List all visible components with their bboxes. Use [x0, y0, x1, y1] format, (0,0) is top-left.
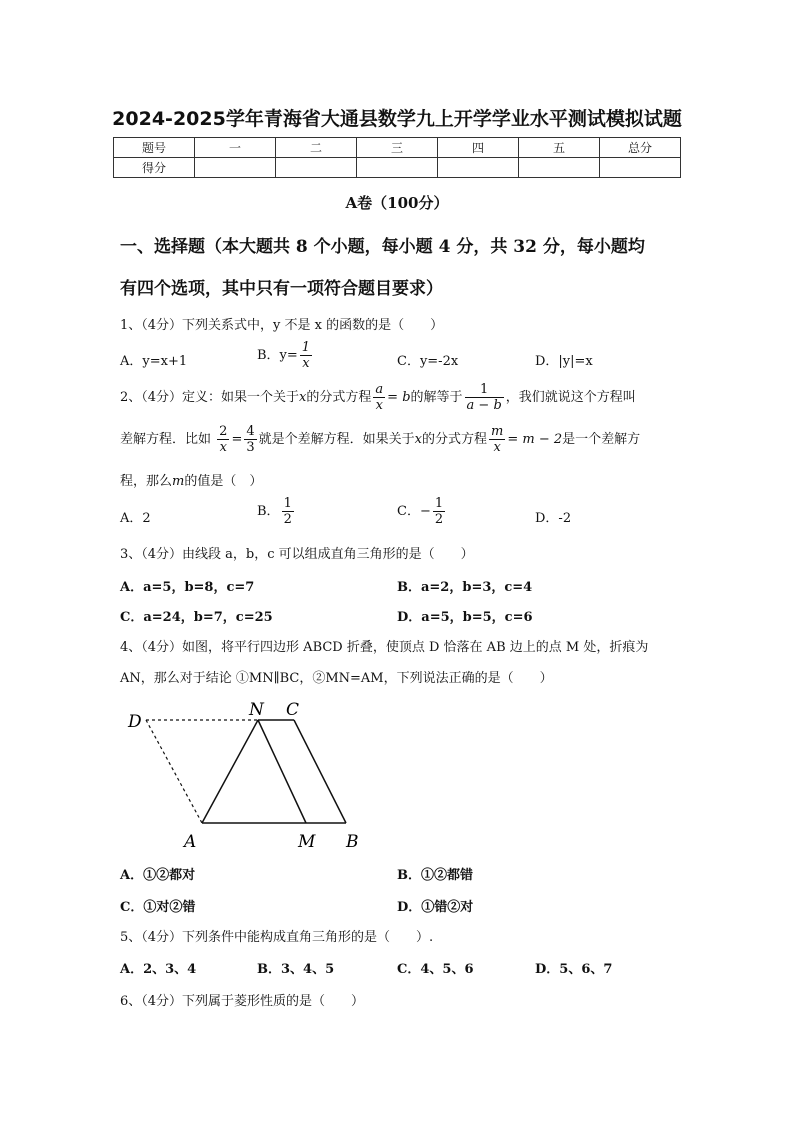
q2-var-m: m: [172, 474, 185, 489]
score-header-cell: 五: [519, 138, 600, 158]
q2-option-a: A．2: [120, 511, 151, 526]
q3-option-d: D．a=5，b=5，c=6: [397, 610, 533, 625]
section1-heading-line2: 有四个选项，其中只有一项符合题目要求）: [120, 279, 443, 299]
q5-option-c: C．4、5、6: [397, 962, 474, 977]
q3-stem: 3、（4分）由线段 a，b，c 可以组成直角三角形的是（ ）: [120, 547, 474, 562]
q5-option-a: A．2、3、4: [120, 962, 197, 977]
q2-text: 差解方程．比如: [120, 432, 212, 447]
q2-var-x: x: [299, 390, 307, 405]
q2-text: 是一个差解方: [562, 432, 641, 447]
q2-option-c-fraction: [433, 496, 445, 527]
section-a-heading: A卷（100分）: [345, 194, 449, 212]
fraction-denominator: 2: [434, 512, 444, 527]
q2-fraction-m-over-x: [489, 424, 505, 455]
score-header-cell: 四: [438, 138, 519, 158]
q1-option-a: A．y=x+1: [120, 354, 188, 369]
q2-option-b: [257, 496, 296, 527]
q1-option-d: D．|y|=x: [535, 354, 593, 369]
fraction-denominator: 2: [283, 512, 292, 527]
page-title: 2024-2025学年青海省大通县数学九上开学学业水平测试模拟试题: [112, 108, 682, 130]
q2-eq: =: [231, 432, 243, 447]
label-b: B: [346, 832, 359, 852]
q4-option-a: A．①②都对: [120, 868, 196, 883]
q5-option-b: B．3、4、5: [257, 962, 335, 977]
fraction-denominator: x: [493, 440, 501, 455]
score-header-cell: 总分: [600, 138, 681, 158]
q2-text: 的值是（ ）: [184, 474, 263, 489]
score-header-cell: 题号: [114, 138, 195, 158]
score-table-header-row: [114, 138, 681, 158]
q2-fraction-2-over-x: [217, 424, 229, 455]
edge-nm: [258, 720, 306, 823]
q2-text: 2、（4分）定义：如果一个关于: [120, 390, 300, 405]
section1-heading-line1: 一、选择题（本大题共 8 个小题，每小题 4 分，共 32 分，每小题均: [120, 237, 645, 257]
fold-dashed-left: [146, 720, 202, 823]
label-n: N: [249, 700, 264, 720]
q2-var-x: x: [414, 432, 422, 447]
q2-fraction-a-over-x: [373, 382, 385, 413]
q1-option-b-prefix: B．y=: [257, 348, 298, 363]
fraction-numerator: 1: [283, 496, 292, 511]
q5-stem: 5、（4分）下列条件中能构成直角三角形的是（ ）.: [120, 930, 434, 945]
q2-option-b-prefix: B．: [257, 504, 280, 519]
q3-option-b: B．a=2，b=3，c=4: [397, 580, 533, 595]
q2-text: 就是个差解方程．如果关于: [258, 432, 415, 447]
fraction-numerator: 1: [434, 496, 444, 511]
label-d: D: [128, 712, 142, 732]
fraction-numerator: 1: [301, 340, 311, 355]
score-header-cell: 一: [195, 138, 276, 158]
q4-figure-svg: [118, 695, 372, 860]
q5-option-d: D．5、6、7: [535, 962, 613, 977]
q4-option-b: B．①②都错: [397, 868, 473, 883]
score-cell: [600, 158, 681, 178]
q2-fraction-1-over-a-minus-b: [465, 382, 504, 413]
score-cell: [195, 158, 276, 178]
score-header-cell: 二: [276, 138, 357, 158]
q1-option-b: [257, 340, 314, 371]
q2-fraction-4-over-3: [244, 424, 256, 455]
fraction-denominator: x: [219, 440, 227, 455]
score-cell: [357, 158, 438, 178]
fraction-denominator: a − b: [466, 398, 502, 413]
q4-parallelogram-figure: [118, 695, 372, 860]
label-a: A: [184, 832, 197, 852]
q2-line2: [120, 424, 680, 455]
score-table: [113, 137, 681, 178]
q2-option-c-prefix: C．−: [397, 504, 431, 519]
q2-line1: [120, 382, 680, 413]
edge-cb: [294, 720, 346, 823]
q4-line2: AN，那么对于结论 ①MN∥BC，②MN=AM，下列说法正确的是（ ）: [120, 671, 553, 686]
q2-text: 程，那么: [120, 474, 173, 489]
q2-text: 的分式方程: [421, 432, 487, 447]
q2-text: ，我们就说这个方程叫: [505, 390, 636, 405]
fraction-numerator: 1: [465, 382, 504, 398]
label-m: M: [298, 832, 316, 852]
fraction-denominator: x: [302, 356, 310, 371]
q2-option-c: [397, 496, 447, 527]
q1-stem: 1、（4分）下列关系式中，y 不是 x 的函数的是（ ）: [120, 318, 444, 333]
label-c: C: [286, 700, 300, 720]
q6-stem: 6、（4分）下列属于菱形性质的是（ ）: [120, 994, 365, 1009]
score-cell: [519, 158, 600, 178]
q1-option-b-fraction: [300, 340, 312, 371]
fraction-numerator: m: [491, 424, 504, 439]
q3-option-c: C．a=24，b=7，c=25: [120, 610, 273, 625]
q2-option-d: D．-2: [535, 511, 572, 526]
crease-an: [202, 720, 258, 823]
score-cell: [438, 158, 519, 178]
q2-text: 的分式方程: [306, 390, 372, 405]
q4-line1: 4、（4分）如图，将平行四边形 ABCD 折叠，使顶点 D 恰落在 AB 边上的点 M 处，折痕为: [120, 640, 649, 655]
score-cell: [276, 158, 357, 178]
fraction-denominator: 3: [246, 440, 255, 455]
q4-option-d: D．①错②对: [397, 900, 474, 915]
fraction-numerator: a: [375, 382, 384, 397]
q2-text: 的解等于: [410, 390, 463, 405]
score-table-score-row: [114, 158, 681, 178]
q4-option-c: C．①对②错: [120, 900, 196, 915]
q2-line3: [120, 470, 680, 489]
q2-eq-m: = m − 2: [507, 432, 563, 447]
q3-option-a: A．a=5，b=8，c=7: [120, 580, 255, 595]
fraction-numerator: 4: [246, 424, 255, 439]
q2-option-b-fraction: [282, 496, 294, 527]
score-row-label: 得分: [114, 158, 195, 178]
fraction-numerator: 2: [219, 424, 228, 439]
score-header-cell: 三: [357, 138, 438, 158]
q2-eq-b: = b: [387, 390, 411, 405]
fraction-denominator: x: [375, 398, 383, 413]
q1-option-c: C．y=-2x: [397, 354, 459, 369]
